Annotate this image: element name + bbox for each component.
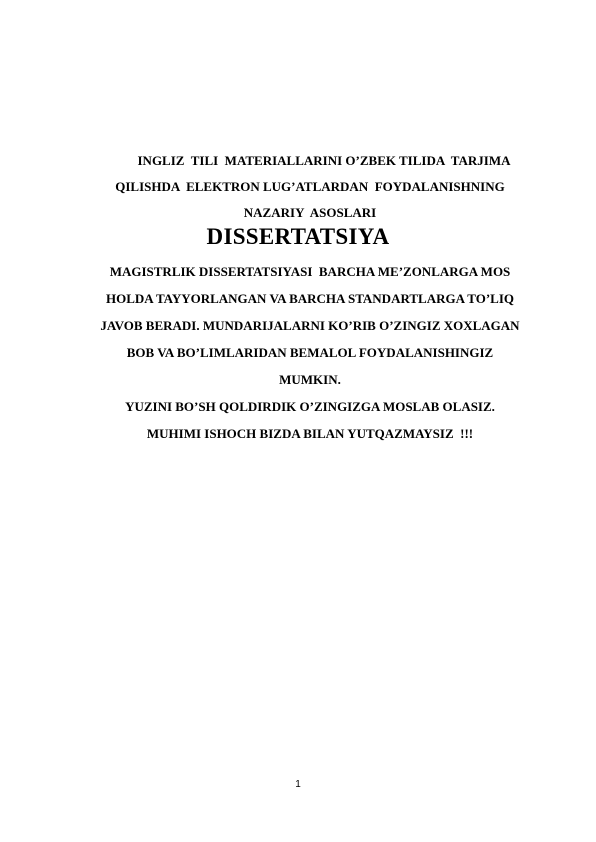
title-line-3: NAZARIY ASOSLARI xyxy=(243,205,377,220)
title-line-2: QILISHDA ELEKTRON LUG’ATLARDAN FOYDALANISHNING xyxy=(115,179,505,194)
document-title xyxy=(80,148,540,226)
document-body xyxy=(60,258,560,447)
title-line-1: INGLIZ TILI MATERIALLARINI O’ZBEK TILIDA TARJIMA xyxy=(137,153,511,168)
document-type-heading: DISSERTATSIYA xyxy=(206,224,390,249)
body-line-5: MUMKIN. xyxy=(279,372,341,387)
body-line-1: MAGISTRLIK DISSERTATSIYASI BARCHA ME’ZONLARGA MOS xyxy=(109,264,511,279)
body-line-7: MUHIMI ISHOCH BIZDA BILAN YUTQAZMAYSIZ !!! xyxy=(146,426,474,441)
body-line-4: BOB VA BO’LIMLARIDAN BEMALOL FOYDALANISHINGIZ xyxy=(126,345,494,360)
page-number: 1 xyxy=(295,779,301,790)
body-line-6: YUZINI BO’SH QOLDIRDIK O’ZINGIZGA MOSLAB OLASIZ. xyxy=(125,399,495,414)
body-line-2: HOLDA TAYYORLANGAN VA BARCHA STANDARTLARGA TO’LIQ xyxy=(105,291,515,306)
body-line-3: JAVOB BERADI. MUNDARIJALARNI KO’RIB O’ZINGIZ XOXLAGAN xyxy=(100,318,520,333)
